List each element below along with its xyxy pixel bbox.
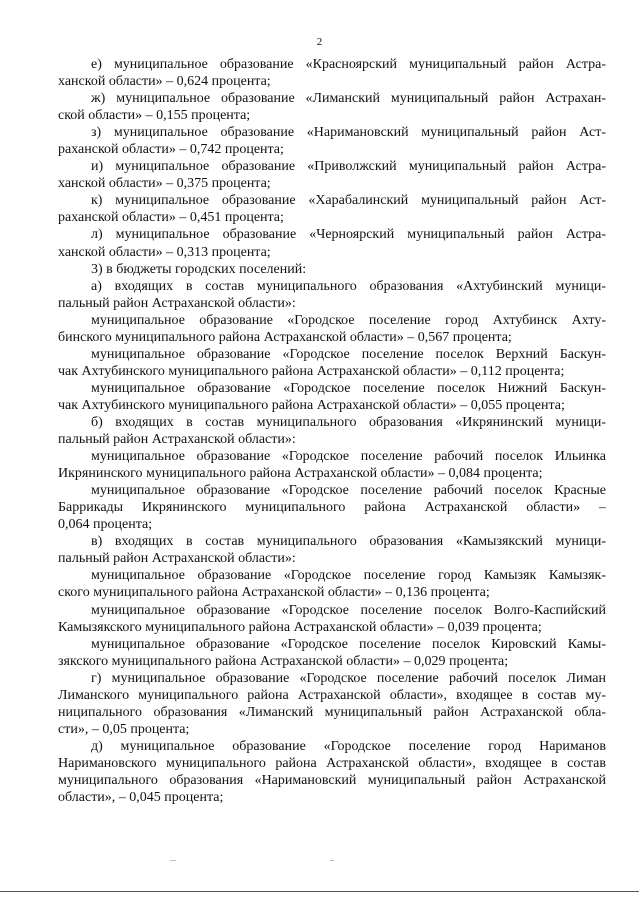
paragraph (58, 158, 606, 192)
paragraph (58, 448, 606, 482)
paragraph (58, 380, 606, 414)
text-line: Икрянинского муниципального района Астраханской области» – 0,084 процента; (58, 466, 543, 482)
text-line: Баррикады Икрянинского муниципального района Астраханской области» – (58, 500, 606, 516)
text-line: ского муниципального района Астраханской области» – 0,136 процента; (58, 585, 490, 601)
paragraph (58, 226, 606, 260)
scan-artifact (170, 860, 176, 861)
paragraph (58, 124, 606, 158)
text-line: л) муниципальное образование «Черноярский муниципальный район Астра- (91, 227, 606, 243)
text-line: муниципального образования «Наримановский муниципальный район Астраханской (58, 772, 606, 788)
text-line: чак Ахтубинского муниципального района Астраханской области» – 0,055 процента; (58, 397, 565, 413)
text-line: б) входящих в состав муниципального образования «Икрянинский муници- (91, 414, 606, 430)
text-line: 0,064 процента; (58, 517, 153, 533)
text-line: пальный район Астраханской области»: (58, 432, 296, 448)
paragraph (58, 261, 606, 278)
text-line: пальный район Астраханской области»: (58, 551, 296, 567)
text-line: ж) муниципальное образование «Лиманский муниципальный район Астрахан- (91, 91, 606, 107)
paragraph (58, 192, 606, 226)
text-line: а) входящих в состав муниципального образования «Ахтубинский муници- (91, 278, 606, 294)
text-line: ханской области» – 0,624 процента; (58, 74, 271, 90)
paragraph (58, 533, 606, 567)
paragraph (58, 90, 606, 124)
text-line: в) входящих в состав муниципального образования «Камызякский муници- (91, 534, 606, 550)
paragraph (58, 567, 606, 601)
text-line: ской области» – 0,155 процента; (58, 108, 251, 124)
paragraph (58, 636, 606, 670)
paragraph (58, 312, 606, 346)
text-line: муниципальное образование «Городское поселение поселок Волго-Каспийский (91, 602, 606, 618)
text-line: г) муниципальное образование «Городское поселение рабочий поселок Лиман (91, 670, 606, 686)
text-line: бинского муниципального района Астраханской области» – 0,567 процента; (58, 329, 512, 345)
paragraph (58, 482, 606, 533)
text-line: Наримановского муниципального района Астраханской области», входящее в состав (58, 755, 606, 771)
text-line: муниципальное образование «Городское поселение город Камызяк Камызяк- (91, 568, 606, 584)
text-line: сти», – 0,05 процента; (58, 721, 190, 737)
paragraph (58, 738, 606, 806)
text-line: муниципальное образование «Городское поселение город Ахтубинск Ахту- (91, 312, 606, 328)
paragraph (58, 414, 606, 448)
text-line: и) муниципальное образование «Приволжский муниципальный район Астра- (91, 159, 606, 175)
text-line: области», – 0,045 процента; (58, 790, 224, 806)
text-line: раханской области» – 0,742 процента; (58, 142, 284, 158)
text-line: е) муниципальное образование «Красноярский муниципальный район Астра- (91, 57, 606, 72)
text-line: Лиманского муниципального района Астраханской области», входящее в состав му- (58, 687, 606, 703)
text-line: ханской области» – 0,375 процента; (58, 176, 271, 192)
text-line: 3) в бюджеты городских поселений: (91, 261, 307, 277)
paragraph (58, 602, 606, 636)
text-line: к) муниципальное образование «Харабалинский муниципальный район Аст- (91, 193, 606, 209)
paragraph (58, 346, 606, 380)
paragraph (58, 56, 606, 90)
text-line: муниципальное образование «Городское поселение рабочий поселок Красные (91, 483, 606, 499)
text-line: зякского муниципального района Астраханской области» – 0,029 процента; (58, 653, 509, 669)
text-line: чак Ахтубинского муниципального района Астраханской области» – 0,112 процента; (58, 363, 565, 379)
text-line: Камызякского муниципального района Астраханской области» – 0,039 процента; (58, 619, 542, 635)
paragraph (58, 670, 606, 738)
text-line: муниципальное образование «Городское поселение рабочий поселок Ильинка (91, 449, 606, 465)
paragraph (58, 278, 606, 312)
text-line: ниципального образования «Лиманский муниципальный район Астраханской обла- (58, 704, 606, 720)
page-bottom-rule (0, 891, 639, 892)
text-line: муниципальное образование «Городское поселение поселок Нижний Баскун- (91, 380, 606, 396)
document-body (58, 56, 606, 806)
scan-artifact (330, 860, 334, 861)
text-line: з) муниципальное образование «Наримановский муниципальный район Аст- (91, 125, 606, 141)
text-line: муниципальное образование «Городское поселение поселок Верхний Баскун- (91, 346, 606, 362)
text-line: ханской области» – 0,313 процента; (58, 244, 271, 260)
text-line: пальный район Астраханской области»: (58, 295, 296, 311)
page-number: 2 (316, 36, 323, 48)
text-line: д) муниципальное образование «Городское поселение город Нариманов (91, 738, 606, 754)
text-line: муниципальное образование «Городское поселение поселок Кировский Камы- (91, 636, 606, 652)
text-line: раханской области» – 0,451 процента; (58, 210, 284, 226)
